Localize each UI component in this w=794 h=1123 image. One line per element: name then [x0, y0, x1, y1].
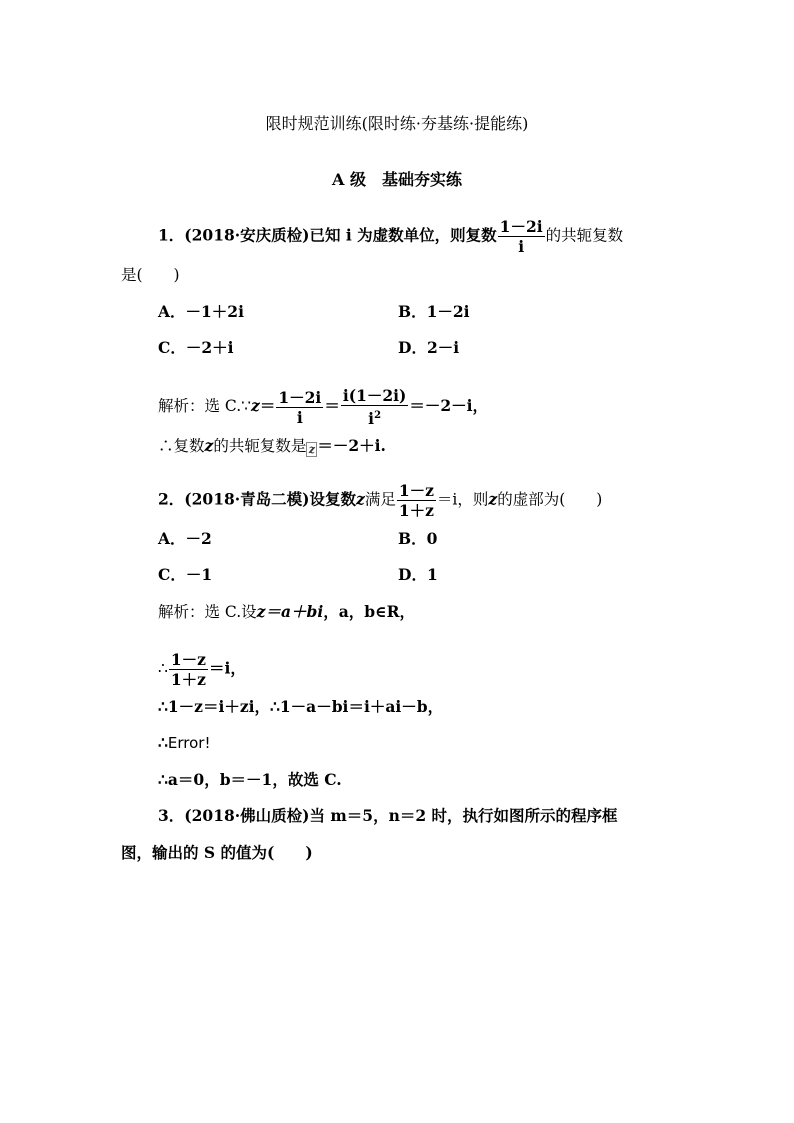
- q3-stem-line2: 图，输出的 S 的值为( ): [121, 843, 313, 862]
- q1-option-a: A．－1＋2i: [158, 302, 244, 321]
- q2-stem-z: z: [356, 489, 365, 509]
- q1-sol-f2-den-base: i: [368, 409, 375, 429]
- q2-sol4-pre: ∴: [158, 733, 168, 752]
- q1-sol-fraction1: [276, 388, 323, 427]
- conjugate-z-placeholder-icon: z: [306, 442, 317, 457]
- q1-stem-post: 的共轭复数: [545, 226, 624, 245]
- q1-stem-line2: 是( ): [121, 266, 180, 284]
- q1-solution-line2: [158, 436, 386, 457]
- q2-stem: [158, 481, 602, 520]
- q1-option-b: B．1－2i: [398, 302, 470, 321]
- q1-sol-f2-num: i(1－2i): [342, 386, 407, 405]
- q2-frac-den: 1＋z: [398, 501, 434, 520]
- q1-fraction: [498, 217, 545, 256]
- q1-sol2-z: z: [204, 436, 214, 455]
- q1-sol2-mid: 的共轭复数是: [213, 437, 307, 455]
- q2-stem-post: 的虚部为( ): [497, 490, 603, 509]
- q1-option-c: C．－2＋i: [158, 338, 234, 357]
- q3-stem-line1: 3．(2018·佛山质检)当 m＝5，n＝2 时，执行如图所示的程序框: [158, 806, 618, 825]
- q1-sol-f2-den: [341, 406, 409, 428]
- q2-solution-line3: ∴1－z＝i＋zi，∴1－a－bi＝i＋ai－b，: [158, 697, 444, 716]
- q2-sol2-pre: ∴: [158, 659, 168, 678]
- q1-solution-line1: [158, 386, 488, 428]
- q2-stem-mid2: ＝i，则: [436, 490, 489, 509]
- q2-frac-num: 1－z: [398, 481, 434, 500]
- q2-solution-line1: [158, 602, 415, 622]
- q2-solution-line2: [158, 650, 246, 689]
- q1-sol-f1-den: i: [296, 407, 303, 427]
- q1-stem-pre: 1．(2018·安庆质检)已知 i 为虚数单位，则复数: [158, 225, 497, 245]
- q1-stem: [158, 217, 623, 256]
- q1-sol-eq2: ＝: [324, 396, 340, 416]
- q2-sol1-expr: z＝a＋bi: [256, 602, 324, 621]
- q1-frac-num: 1－2i: [499, 217, 543, 236]
- q2-option-a: A．－2: [158, 529, 212, 548]
- q2-sol1-pre: 解析：选 C.设: [158, 603, 257, 621]
- q2-solution-line4: [158, 733, 210, 753]
- q2-sol2-den: 1＋z: [170, 670, 206, 689]
- q2-stem-z2: z: [488, 489, 498, 509]
- q1-sol2-pre: ∴复数: [158, 437, 205, 455]
- q2-sol4-error: Error!: [167, 734, 211, 752]
- q1-frac-den: i: [518, 237, 525, 256]
- q1-sol-eq1: ＝: [259, 396, 276, 416]
- q2-sol2-fraction: [169, 650, 208, 689]
- q2-fraction: [397, 481, 436, 520]
- q1-sol-pre: 解析：选 C.∵: [158, 397, 252, 416]
- q1-sol2-post: ＝－2＋i.: [317, 436, 386, 455]
- q2-sol2-post: ＝i，: [208, 658, 246, 678]
- q2-sol2-num: 1－z: [170, 650, 206, 669]
- q1-sol-post: ＝－2－i，: [409, 396, 489, 416]
- q1-sol-f2-den-sup: 2: [374, 410, 382, 421]
- page-title: 限时规范训练(限时练·夯基练·提能练): [265, 114, 529, 133]
- q2-option-b: B．0: [398, 529, 438, 548]
- q1-option-d: D．2－i: [398, 338, 460, 357]
- q1-sol-z: z: [251, 396, 260, 416]
- section-heading: A 级 基础夯实练: [332, 170, 462, 189]
- q2-sol1-post: ，a，b∈R，: [323, 602, 415, 621]
- q2-option-c: C．－1: [158, 565, 213, 584]
- q2-solution-line5: ∴a＝0，b＝－1，故选 C.: [158, 770, 342, 789]
- q2-stem-pre: 2．(2018·青岛二模)设复数: [158, 489, 356, 509]
- q1-sol-f1-num: 1－2i: [278, 387, 322, 407]
- q2-stem-mid: 满足: [364, 490, 396, 509]
- q1-sol-fraction2: [341, 386, 409, 428]
- q2-option-d: D．1: [398, 565, 438, 584]
